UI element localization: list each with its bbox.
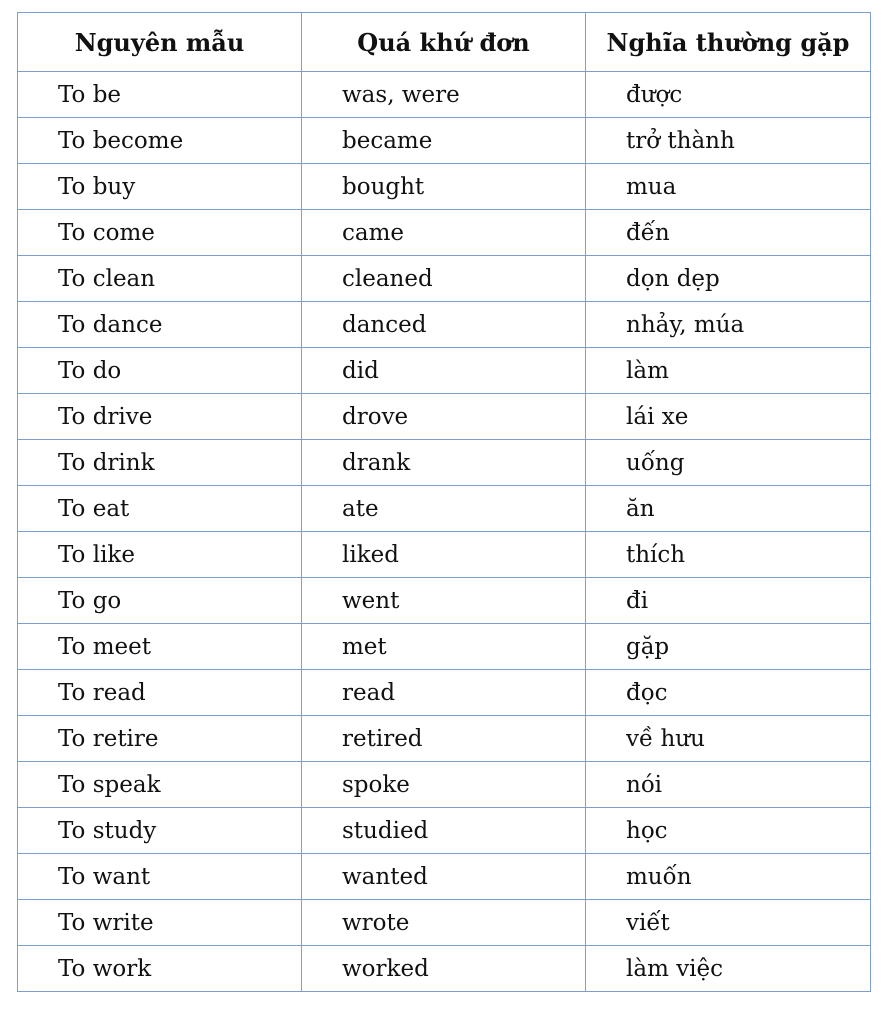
cell-past-simple: cleaned (302, 256, 586, 302)
cell-past-simple: studied (302, 808, 586, 854)
cell-meaning: đọc (586, 670, 871, 716)
table-row (18, 670, 871, 716)
cell-meaning: viết (586, 900, 871, 946)
cell-past-simple: read (302, 670, 586, 716)
cell-base-form: To meet (18, 624, 302, 670)
cell-past-simple: worked (302, 946, 586, 992)
verb-table (17, 12, 871, 992)
table-row (18, 256, 871, 302)
cell-base-form: To read (18, 670, 302, 716)
cell-past-simple: went (302, 578, 586, 624)
cell-meaning: nói (586, 762, 871, 808)
cell-past-simple: bought (302, 164, 586, 210)
header-base-form: Nguyên mẫu (18, 13, 302, 72)
cell-meaning: nhảy, múa (586, 302, 871, 348)
cell-meaning: đi (586, 578, 871, 624)
header-meaning: Nghĩa thường gặp (586, 13, 871, 72)
table-row (18, 440, 871, 486)
cell-base-form: To dance (18, 302, 302, 348)
cell-past-simple: spoke (302, 762, 586, 808)
cell-meaning: mua (586, 164, 871, 210)
cell-base-form: To go (18, 578, 302, 624)
cell-base-form: To buy (18, 164, 302, 210)
cell-base-form: To retire (18, 716, 302, 762)
cell-meaning: làm (586, 348, 871, 394)
cell-past-simple: danced (302, 302, 586, 348)
cell-meaning: thích (586, 532, 871, 578)
table-row (18, 210, 871, 256)
cell-meaning: trở thành (586, 118, 871, 164)
cell-base-form: To be (18, 72, 302, 118)
table-row (18, 532, 871, 578)
cell-base-form: To clean (18, 256, 302, 302)
table-row (18, 164, 871, 210)
header-past-simple: Quá khứ đơn (302, 13, 586, 72)
table-row (18, 946, 871, 992)
cell-meaning: lái xe (586, 394, 871, 440)
cell-meaning: uống (586, 440, 871, 486)
cell-past-simple: ate (302, 486, 586, 532)
cell-past-simple: liked (302, 532, 586, 578)
cell-base-form: To write (18, 900, 302, 946)
cell-past-simple: met (302, 624, 586, 670)
table-row (18, 900, 871, 946)
cell-past-simple: did (302, 348, 586, 394)
table-row (18, 394, 871, 440)
cell-past-simple: retired (302, 716, 586, 762)
cell-meaning: muốn (586, 854, 871, 900)
cell-past-simple: drank (302, 440, 586, 486)
cell-base-form: To speak (18, 762, 302, 808)
cell-base-form: To do (18, 348, 302, 394)
cell-meaning: học (586, 808, 871, 854)
cell-meaning: dọn dẹp (586, 256, 871, 302)
cell-past-simple: drove (302, 394, 586, 440)
header-row (18, 13, 871, 72)
cell-past-simple: was, were (302, 72, 586, 118)
table-row (18, 486, 871, 532)
table-row (18, 118, 871, 164)
cell-base-form: To eat (18, 486, 302, 532)
cell-meaning: gặp (586, 624, 871, 670)
table-row (18, 72, 871, 118)
table-row (18, 808, 871, 854)
table-body (18, 72, 871, 992)
cell-past-simple: came (302, 210, 586, 256)
table-row (18, 302, 871, 348)
cell-base-form: To like (18, 532, 302, 578)
table-header (18, 13, 871, 72)
cell-past-simple: wrote (302, 900, 586, 946)
table-row (18, 854, 871, 900)
cell-meaning: ăn (586, 486, 871, 532)
table-row (18, 762, 871, 808)
table-row (18, 578, 871, 624)
cell-meaning: về hưu (586, 716, 871, 762)
cell-meaning: được (586, 72, 871, 118)
table-row (18, 624, 871, 670)
cell-meaning: làm việc (586, 946, 871, 992)
cell-base-form: To drink (18, 440, 302, 486)
cell-past-simple: became (302, 118, 586, 164)
cell-meaning: đến (586, 210, 871, 256)
cell-base-form: To study (18, 808, 302, 854)
cell-past-simple: wanted (302, 854, 586, 900)
cell-base-form: To want (18, 854, 302, 900)
cell-base-form: To drive (18, 394, 302, 440)
cell-base-form: To come (18, 210, 302, 256)
table-row (18, 716, 871, 762)
cell-base-form: To become (18, 118, 302, 164)
cell-base-form: To work (18, 946, 302, 992)
table-row (18, 348, 871, 394)
